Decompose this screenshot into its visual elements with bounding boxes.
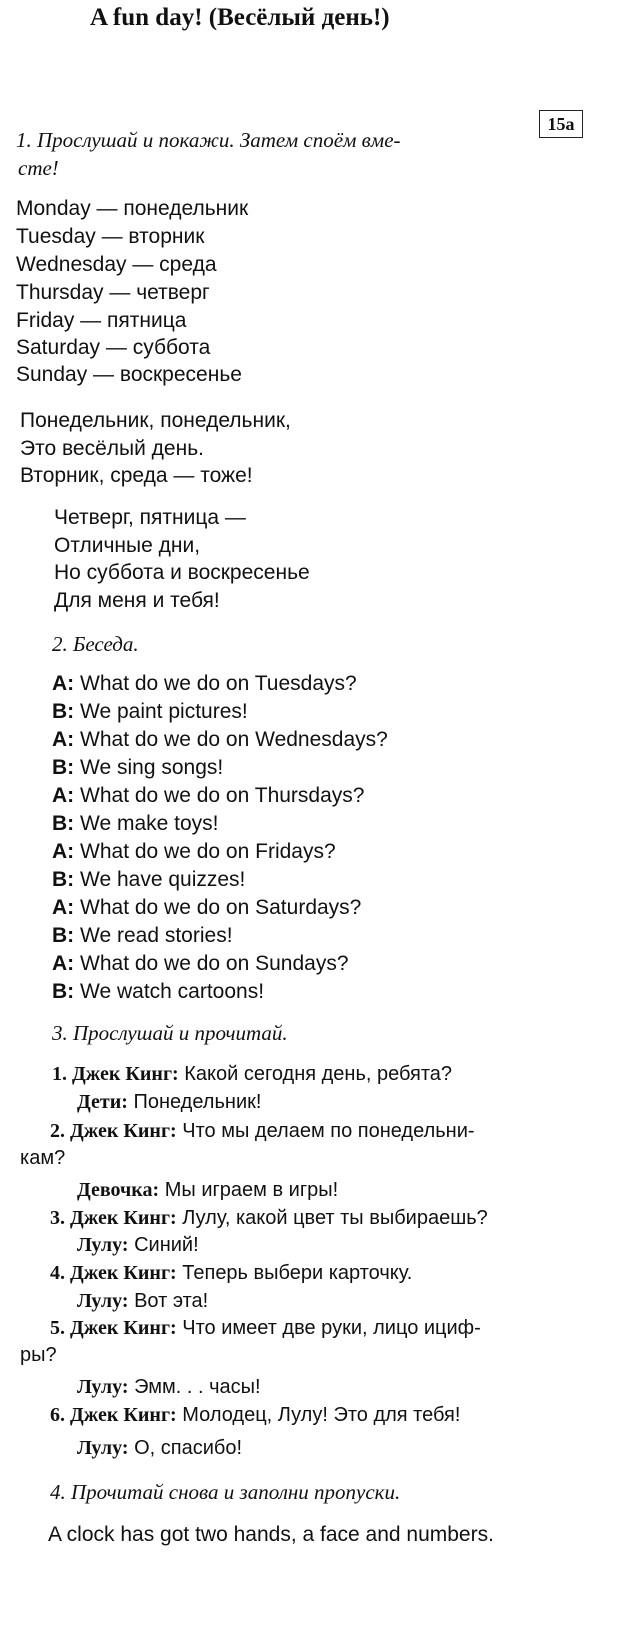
track-badge: 15a [539,110,583,138]
song-line: Отличные дни, [54,534,201,557]
dialogue-text: We watch cartoons! [80,980,265,1003]
day-wednesday: Wednesday — среда [16,253,217,276]
reading-text: Молодец, Лулу! Это для тебя! [182,1404,461,1426]
task4-instruction: 4. Прочитай снова и заполни пропуски. [50,1480,401,1504]
reading-line [20,1344,57,1367]
speaker-label: A: [52,728,75,751]
task1-instruction-line1: 1. Прослушай и покажи. Затем споём вме- [16,128,401,152]
dialogue-text: We read stories! [80,924,233,947]
speaker-label: B: [52,756,75,779]
dialogue-line [52,896,361,920]
reading-text: Что имеет две руки, лицо ициф- [182,1317,481,1339]
song-line: Это весёлый день. [20,437,204,460]
reading-text: Лулу, какой цвет ты выбираешь? [182,1207,488,1229]
day-monday: Monday — понедельник [16,197,249,220]
dialogue-line [52,952,349,976]
song-line: Понедельник, понедельник, [20,409,291,432]
speaker-label: Лулу: [77,1376,129,1398]
task3-instruction: 3. Прослушай и прочитай. [52,1021,288,1045]
speaker-label: 3. Джек Кинг: [50,1207,177,1229]
speaker-label: B: [52,868,75,891]
day-sunday: Sunday — воскресенье [16,363,242,386]
dialogue-text: What do we do on Tuesdays? [80,672,357,695]
task1-instruction-line2: сте! [18,156,59,180]
dialogue-line [52,672,357,696]
dialogue-line [52,980,264,1004]
dialogue-text: What do we do on Saturdays? [80,896,362,919]
reading-text: кам? [20,1147,66,1169]
dialogue-line [52,812,219,836]
dialogue-line [52,784,364,808]
speaker-label: 5. Джек Кинг: [50,1317,177,1339]
day-tuesday: Tuesday — вторник [16,225,205,248]
speaker-label: 1. Джек Кинг: [52,1063,179,1085]
song-line: Четверг, пятница — [54,506,246,529]
speaker-label: B: [52,924,75,947]
reading-line [50,1317,481,1340]
dialogue-text: We have quizzes! [80,868,246,891]
reading-text: Эмм. . . часы! [134,1376,261,1398]
speaker-label: 6. Джек Кинг: [50,1404,177,1426]
dialogue-line [52,756,223,780]
speaker-label: Дети: [77,1091,128,1113]
reading-line [77,1376,261,1399]
reading-text: Теперь выбери карточку. [182,1262,413,1284]
speaker-label: A: [52,672,75,695]
speaker-label: Девочка: [77,1179,160,1201]
task2-instruction: 2. Беседа. [52,632,139,656]
speaker-label: A: [52,896,75,919]
speaker-label: Лулу: [77,1437,129,1459]
reading-line [50,1120,475,1143]
dialogue-line [52,728,388,752]
speaker-label: 4. Джек Кинг: [50,1262,177,1284]
reading-text: Что мы делаем по понедельни- [182,1120,475,1142]
reading-line [52,1063,452,1086]
reading-line [77,1234,199,1257]
page-title: A fun day! (Весёлый день!) [90,4,390,31]
dialogue-text: We paint pictures! [80,700,248,723]
song-line: Вторник, среда — тоже! [20,464,253,487]
dialogue-text: We make toys! [80,812,219,835]
reading-line [50,1404,460,1427]
day-saturday: Saturday — суббота [16,336,211,359]
reading-line [77,1091,261,1114]
dialogue-text: What do we do on Wednesdays? [80,728,388,751]
song-line: Но суббота и воскресенье [54,561,310,584]
speaker-label: B: [52,812,75,835]
speaker-label: A: [52,952,75,975]
day-thursday: Thursday — четверг [16,281,210,304]
dialogue-text: What do we do on Sundays? [80,952,349,975]
dialogue-line [52,700,248,724]
reading-text: Понедельник! [133,1091,262,1113]
dialogue-line [52,868,245,892]
speaker-label: B: [52,980,75,1003]
reading-text: ры? [20,1344,57,1366]
dialogue-line [52,840,336,864]
reading-text: Синий! [134,1234,199,1256]
reading-text: Мы играем в игры! [164,1179,339,1201]
speaker-label: Лулу: [77,1290,129,1312]
dialogue-line [52,924,233,948]
reading-line [50,1262,412,1285]
reading-text: О, спасибо! [134,1437,243,1459]
reading-line [77,1179,338,1202]
dialogue-text: What do we do on Fridays? [80,840,336,863]
fill-in-sentence: A clock has got two hands, a face and numbers. [48,1523,494,1546]
speaker-label: 2. Джек Кинг: [50,1120,177,1142]
reading-line [77,1437,242,1460]
song-line: Для меня и тебя! [54,589,220,612]
dialogue-text: What do we do on Thursdays? [80,784,365,807]
speaker-label: B: [52,700,75,723]
reading-text: Какой сегодня день, ребята? [184,1063,453,1085]
speaker-label: Лулу: [77,1234,129,1256]
day-friday: Friday — пятница [16,309,187,332]
reading-line [20,1147,65,1170]
reading-line [50,1207,488,1230]
speaker-label: A: [52,840,75,863]
dialogue-text: We sing songs! [80,756,224,779]
reading-text: Вот эта! [134,1290,209,1312]
speaker-label: A: [52,784,75,807]
reading-line [77,1290,208,1313]
